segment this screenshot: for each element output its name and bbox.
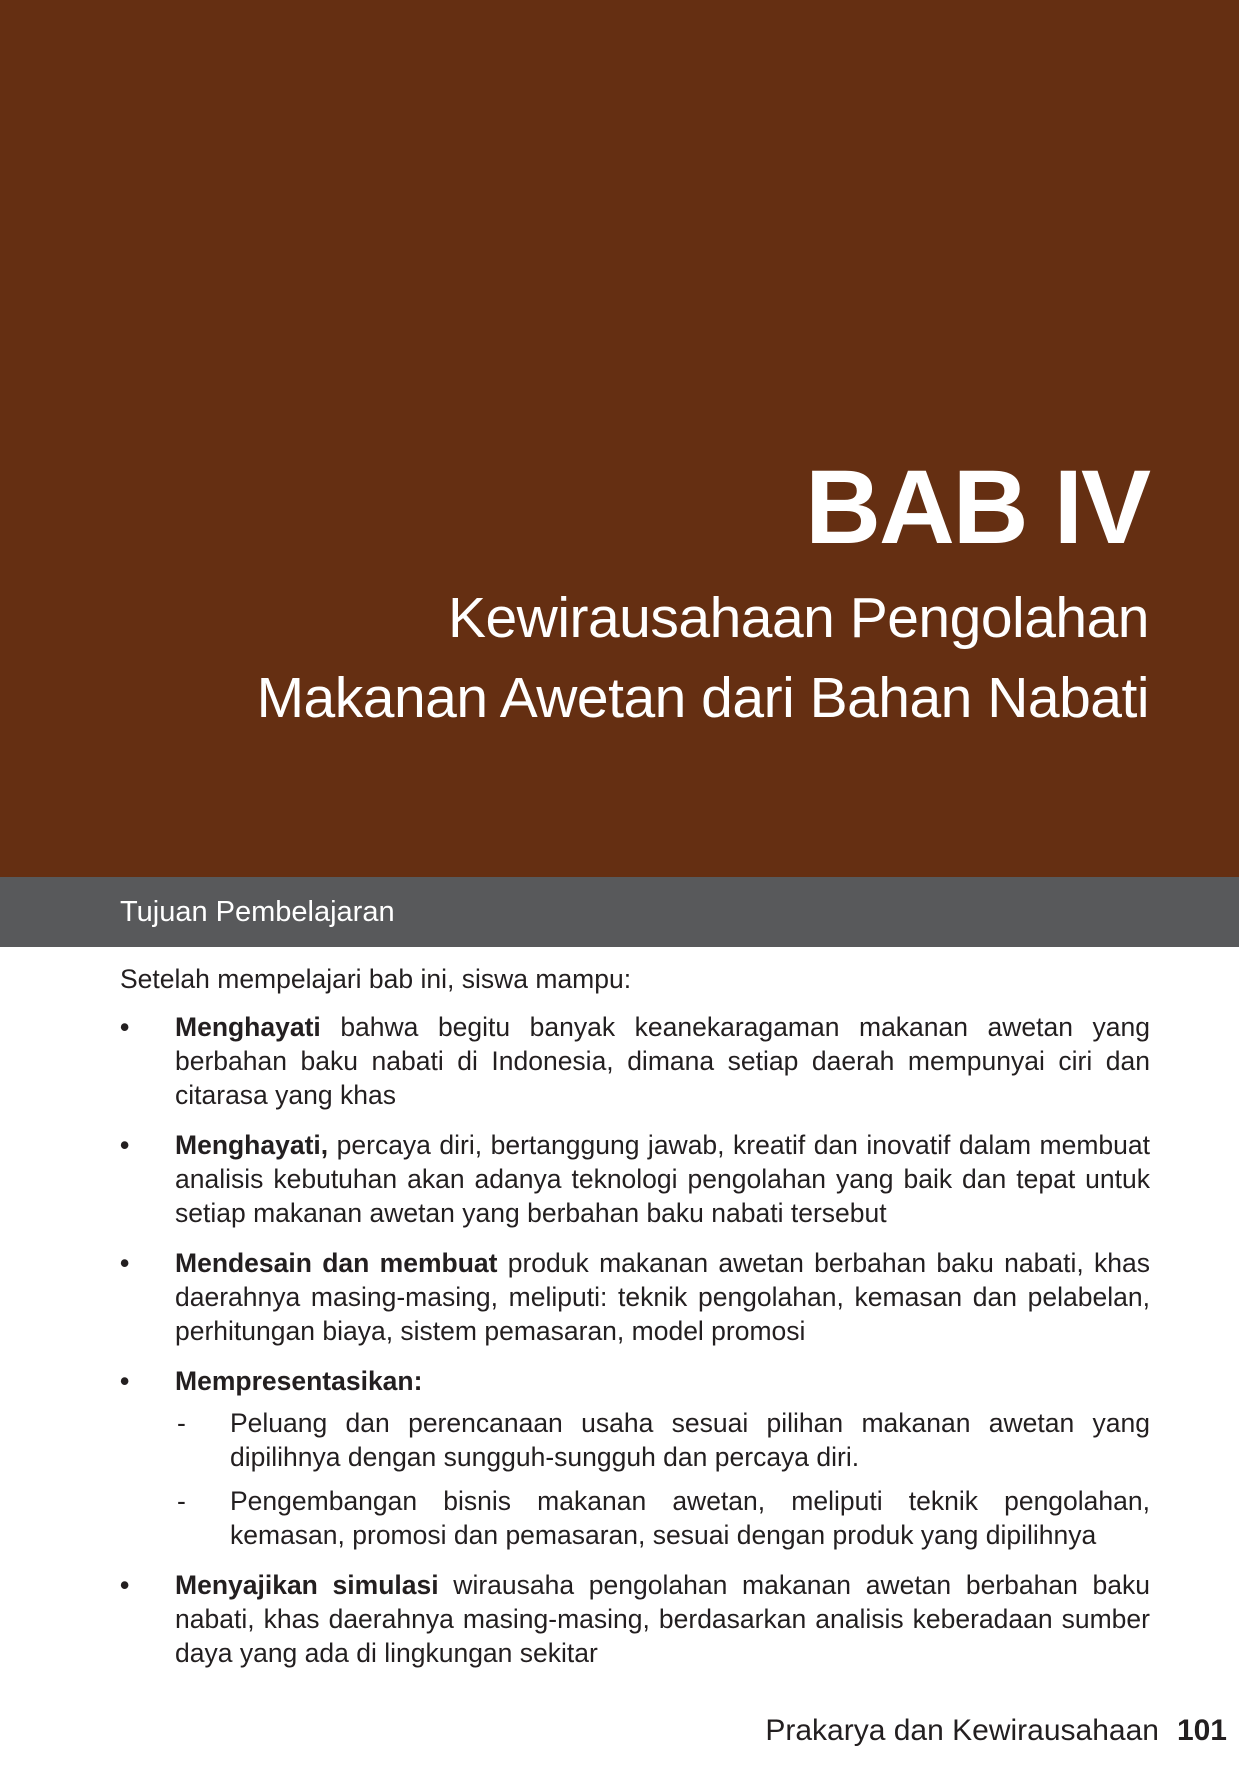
objective-lead: Menyajikan simulasi [175,1570,439,1600]
chapter-title-line-1: Kewirausahaan Pengolahan [447,586,1149,650]
objective-lead: Menghayati, [175,1130,329,1160]
objectives-content [120,962,1150,1686]
objective-item [120,1568,1150,1670]
objectives-intro: Setelah mempelajari bab ini, siswa mampu: [120,964,632,994]
sub-item-text: Peluang dan perencanaan usaha sesuai pilihan makanan awetan yang dipilihnya dengan sungguh-sungguh dan percaya diri. [230,1408,1150,1472]
bullet-icon: • [120,1366,130,1396]
objective-text: produk makanan awetan berbahan baku nabati, khas daerahnya masing-masing, meliputi: teknik pengolahan, kemasan dan pelabelan, perhitungan biaya, sistem pemasaran, model promosi [175,1248,1150,1346]
objective-lead: Mempresentasikan: [175,1366,423,1396]
bullet-icon: • [120,1012,130,1042]
bullet-icon: • [120,1248,130,1278]
objectives-header-bar [0,877,1239,947]
bullet-icon: • [120,1570,130,1600]
objective-item [120,1128,1150,1230]
chapter-title-line-2: Makanan Awetan dari Bahan Nabati [256,666,1149,730]
chapter-banner [0,0,1239,877]
page-footer [765,1713,1227,1749]
dash-icon: - [177,1408,186,1438]
objectives-list [120,1010,1150,1670]
objective-sub-item [175,1484,1150,1552]
objective-item [120,1364,1150,1552]
chapter-number: BAB IV [805,449,1149,566]
objective-lead: Menghayati [175,1012,321,1042]
objective-item [120,1010,1150,1112]
bullet-icon: • [120,1130,130,1160]
objective-sub-item [175,1406,1150,1474]
objective-text: percaya diri, bertanggung jawab, kreatif dan inovatif dalam membuat analisis kebutuhan akan adanya teknologi pengolahan yang baik dan tepat untuk setiap makanan awetan yang berbahan baku nabati tersebut [175,1130,1150,1228]
objective-sub-list [175,1406,1150,1552]
dash-icon: - [177,1486,186,1516]
chapter-title [257,578,1149,738]
objective-text: wirausaha pengolahan makanan awetan berbahan baku nabati, khas daerahnya masing-masing, berdasarkan analisis keberadaan sumber daya yang ada di lingkungan sekitar [175,1570,1150,1668]
page-number: 101 [1176,1714,1227,1747]
objective-lead: Mendesain dan membuat [175,1248,498,1278]
objectives-heading: Tujuan Pembelajaran [120,896,395,928]
footer-book-title: Prakarya dan Kewirausahaan [765,1714,1159,1747]
objective-text: bahwa begitu banyak keanekaragaman makanan awetan yang berbahan baku nabati di Indonesia, dimana setiap daerah mempunyai ciri dan citarasa yang khas [175,1012,1150,1110]
sub-item-text: Pengembangan bisnis makanan awetan, meliputi teknik pengolahan, kemasan, promosi dan pemasaran, sesuai dengan produk yang dipilihnya [230,1486,1150,1550]
objective-item [120,1246,1150,1348]
